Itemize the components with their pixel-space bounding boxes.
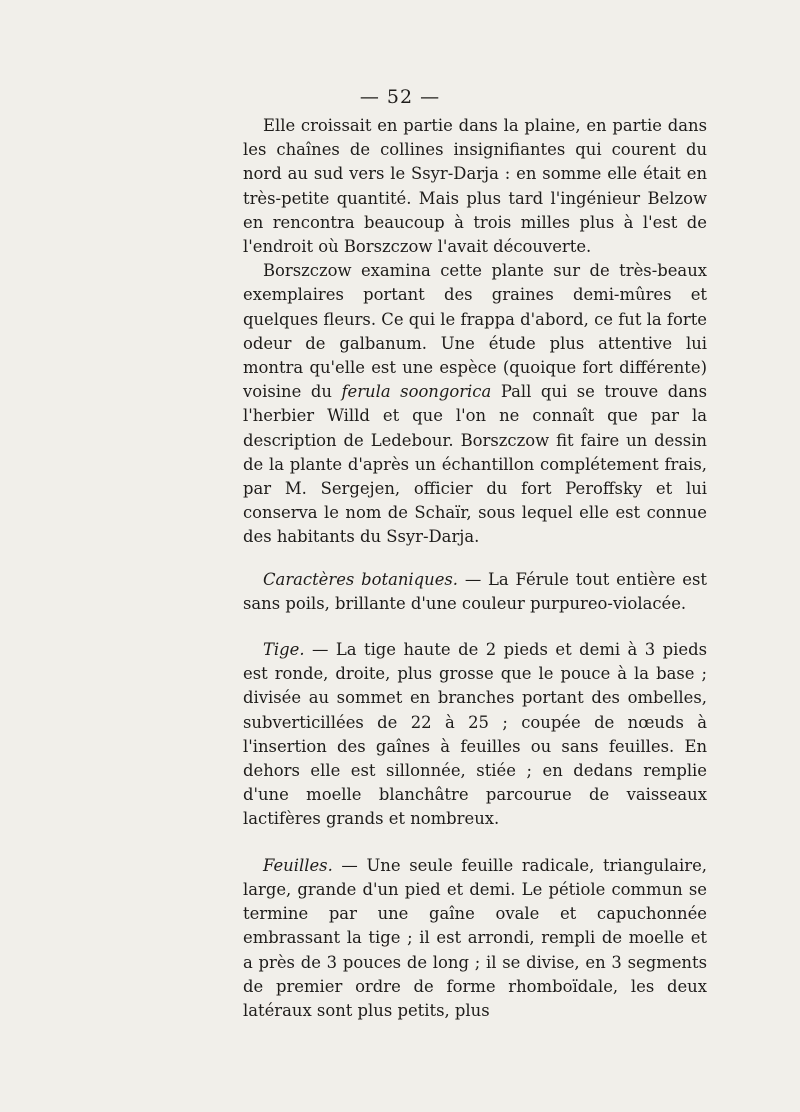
section-heading-feuilles: Feuilles. [263, 855, 333, 875]
section-heading-botanical: Caractères botaniques. [263, 569, 459, 589]
paragraph-1: Elle croissait en partie dans la plaine, en partie dans les chaînes de collines insignifiantes qui courent du nord au sud vers le Ssyr-Darja : en somme elle était en très-petite quantité. Mais plus tard l'ingénieur Belzow en rencontra beaucoup à trois milles plus à l'est de l'endroit où Borszczow l'avait découverte. [243, 116, 707, 257]
paragraph-botanical [243, 568, 707, 616]
paragraph-botanical-text: — La Férule tout entière est sans poils, brillante d'une couleur purpureo-violacée. [243, 569, 707, 613]
paragraph-2-text-b: Pall qui se trouve dans l'herbier Willd et que l'on ne connaît que par la description de Ledebour. Borszczow fit faire un dessin de la plante d'après un échantillon complétement frais, par M. Sergejen, officier du fort Peroffsky et lui conserva le nom de Schaïr, sous lequel elle est connue des habitants du Ssyr-Darja. [243, 382, 708, 547]
paragraph-tige [243, 638, 707, 832]
paragraph-tige-text: — La tige haute de 2 pieds et demi à 3 pieds est ronde, droite, plus grosse que le pouce à la base ; divisée au sommet en branches portant des ombelles, subverticillées de 22 à 25 ; coupée de nœuds à l'insertion des gaînes à feuilles ou sans feuilles. En dehors elle est sillonnée, stiée ; en dedans remplie d'une moelle blanchâtre parcourue de vaisseaux lactifères grands et nombreux. [243, 640, 707, 829]
text-body [243, 114, 707, 1023]
species-name: ferula soongorica [341, 382, 492, 402]
paragraph-2 [243, 259, 707, 549]
paragraph-feuilles-text: — Une seule feuille radicale, triangulaire, large, grande d'un pied et demi. Le pétiole commun se termine par une gaîne ovale et capuchonnée embrassant la tige ; il est arrondi, rempli de moelle et a près de 3 pouces de long ; il se divise, en 3 segments de premier ordre de forme rhomboïdale, les deux latéraux sont plus petits, plus [243, 855, 707, 1020]
section-heading-tige: Tige. [263, 640, 305, 660]
paragraph-2-text-a: Borszczow examina cette plante sur de très-beaux exemplaires portant des graines demi-mûres et quelques fleurs. Ce qui le frappa d'abord, ce fut la forte odeur de galbanum. Une étude plus attentive lui montra qu'elle est une espèce (quoique fort différente) voisine du [243, 261, 707, 402]
paragraph-feuilles [243, 854, 707, 1023]
page-number: — 52 — [359, 86, 441, 108]
